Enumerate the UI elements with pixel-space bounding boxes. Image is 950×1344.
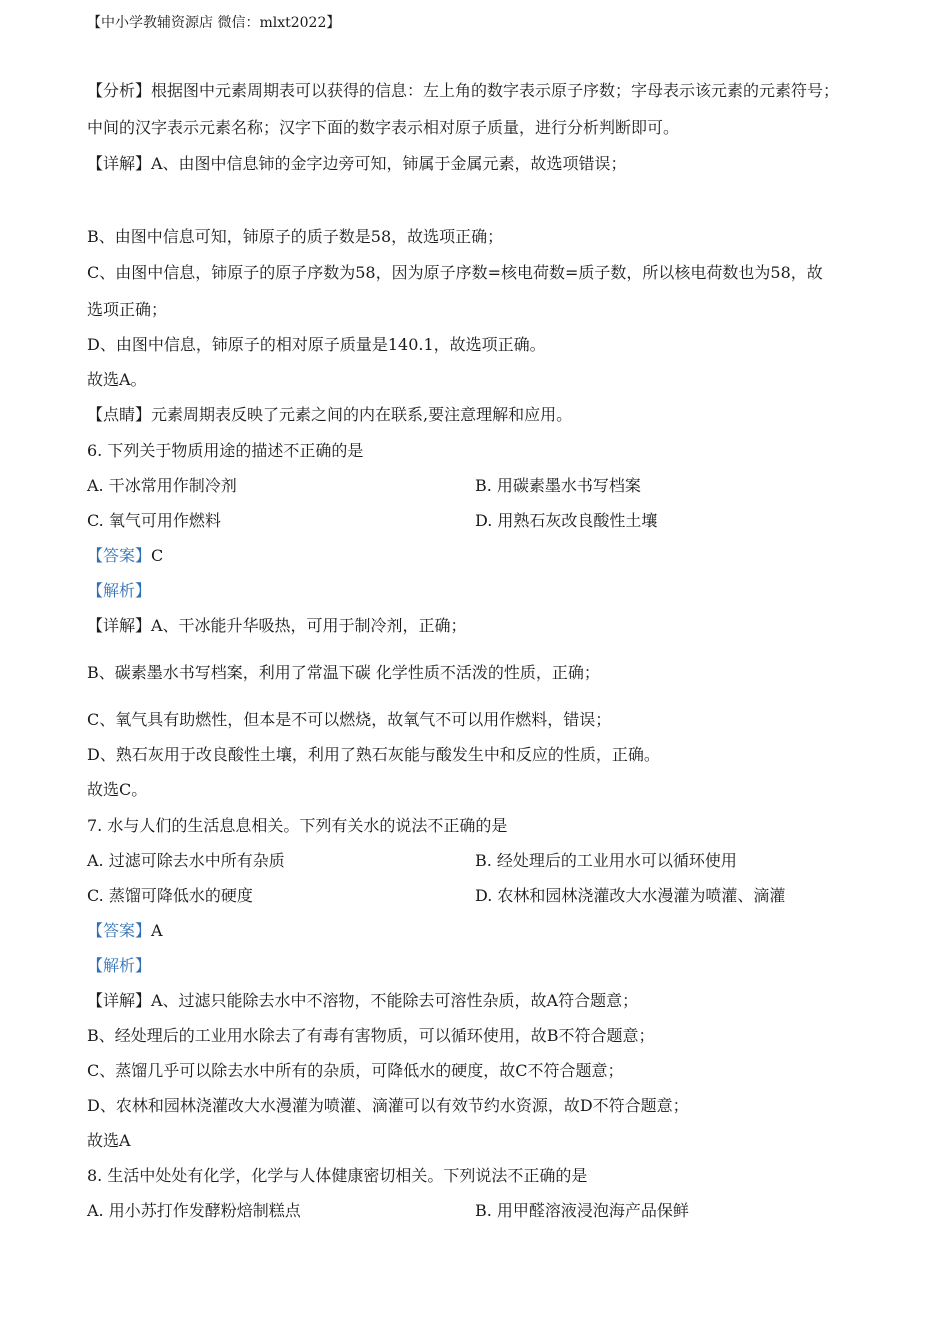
detail-line-c1: C、由图中信息，铈原子的原子序数为58，因为原子序数=核电荷数=质子数，所以核电荷数也为58，故: [87, 263, 823, 282]
q6-choose: 故选C。: [87, 780, 148, 799]
detail-line-c2: 选项正确；: [87, 300, 168, 319]
q7-answer-label: 【答案】: [87, 921, 152, 940]
q7-answer-value: A: [151, 921, 163, 940]
q6-detail-1: 【详解】A、干冰能升华吸热，可用于制冷剂，正确；: [87, 616, 467, 635]
q7-detail-1: 【详解】A、过滤只能除去水中不溶物，不能除去可溶性杂质，故A符合题意；: [87, 991, 639, 1010]
tip-line: 【点睛】元素周期表反映了元素之间的内在联系,要注意理解和应用。: [87, 405, 573, 424]
q7-option-c: C. 蒸馏可降低水的硬度: [87, 886, 253, 905]
page-header: 【中小学教辅资源店 微信：mlxt2022】: [87, 15, 341, 31]
q6-analysis-label: 【解析】: [87, 581, 152, 600]
q7-detail-2: B、经处理后的工业用水除去了有毒有害物质，可以循环使用，故B不符合题意；: [87, 1026, 655, 1045]
q6-detail-3: C、氧气具有助燃性，但本是不可以燃烧，故氧气不可以用作燃料，错误；: [87, 710, 612, 729]
q8-stem: 8. 生活中处处有化学，化学与人体健康密切相关。下列说法不正确的是: [87, 1166, 588, 1185]
q7-answer-row: [87, 921, 163, 941]
q7-stem: 7. 水与人们的生活息息相关。下列有关水的说法不正确的是: [87, 816, 508, 835]
q8-option-a: A. 用小苏打作发酵粉焙制糕点: [87, 1201, 301, 1220]
detail-line-a: 【详解】A、由图中信息铈的金字边旁可知，铈属于金属元素，故选项错误；: [87, 154, 627, 173]
q6-option-b: B. 用碳素墨水书写档案: [475, 476, 641, 495]
q6-option-d: D. 用熟石灰改良酸性土壤: [475, 511, 658, 530]
q6-stem: 6. 下列关于物质用途的描述不正确的是: [87, 441, 364, 460]
q6-answer-row: [87, 546, 163, 566]
q7-analysis-label: 【解析】: [87, 956, 152, 975]
q6-answer-label: 【答案】: [87, 546, 152, 565]
q7-option-a: A. 过滤可除去水中所有杂质: [87, 851, 285, 870]
choose-line: 故选A。: [87, 370, 147, 389]
q6-answer-value: C: [151, 546, 164, 565]
detail-line-d: D、由图中信息，铈原子的相对原子质量是140.1，故选项正确。: [87, 335, 546, 354]
q7-option-b: B. 经处理后的工业用水可以循环使用: [475, 851, 737, 870]
q7-option-d: D. 农林和园林浇灌改大水漫灌为喷灌、滴灌: [475, 886, 786, 905]
q7-detail-3: C、蒸馏几乎可以除去水中所有的杂质，可降低水的硬度，故C不符合题意；: [87, 1061, 624, 1080]
q6-detail-4: D、熟石灰用于改良酸性土壤，利用了熟石灰能与酸发生中和反应的性质，正确。: [87, 745, 660, 764]
q8-option-b: B. 用甲醛溶液浸泡海产品保鲜: [475, 1201, 689, 1220]
q6-option-a: A. 干冰常用作制冷剂: [87, 476, 237, 495]
q7-choose: 故选A: [87, 1131, 131, 1150]
analysis-line-1: 【分析】根据图中元素周期表可以获得的信息：左上角的数字表示原子序数；字母表示该元素的元素符号；: [87, 81, 840, 100]
analysis-line-2: 中间的汉字表示元素名称；汉字下面的数字表示相对原子质量，进行分析判断即可。: [87, 118, 680, 137]
q7-detail-4: D、农林和园林浇灌改大水漫灌为喷灌、滴灌可以有效节约水资源，故D不符合题意；: [87, 1096, 689, 1115]
detail-line-b: B、由图中信息可知，铈原子的质子数是58，故选项正确；: [87, 227, 504, 246]
q6-option-c: C. 氧气可用作燃料: [87, 511, 221, 530]
q6-detail-2: B、碳素墨水书写档案，利用了常温下碳 化学性质不活泼的性质，正确；: [87, 663, 600, 682]
